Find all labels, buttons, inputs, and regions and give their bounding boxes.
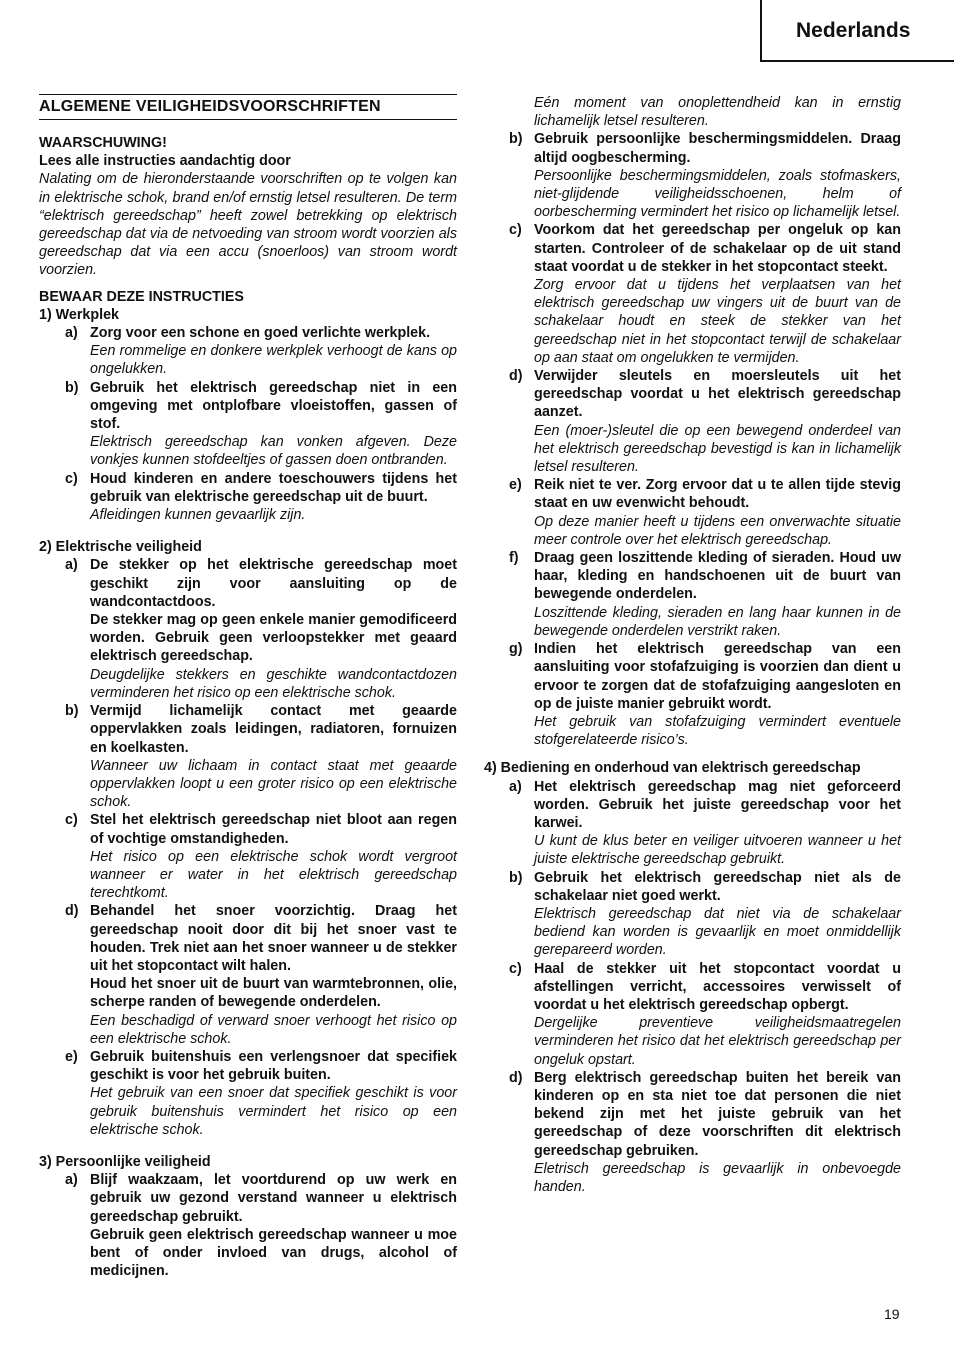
list-item: c) Haal de stekker uit het stopcontact voordat u afstellingen verricht, accessoires verwisselt of voordat u het elektrisch gereedschap opbergt. Dergelijke preventieve veiligheidsmaatregelen verminderen het risico dat het elektrisch gereedschap per ongeluk opstart. [509, 960, 901, 1068]
list-item: b) Gebruik het elektrisch gereedschap niet als de schakelaar niet goed werkt. Elektrisch gereedschap dat niet via de schakelaar bediend kan worden is gevaarlijk en moet onmiddellijk gerepareerd worden. [509, 869, 901, 959]
intro-paragraph: Nalating om de hieronderstaande voorschriften op te volgen kan in elektrische schok, brand en/of ernstig letsel resulteren. De term “elektrisch gereedschap” heeft zowel betrekking op elektrisch gereedschap dat via de netvoeding van stroom wordt voorzien als gereedschap dat via een accu (snoerloos) van stroom wordt voorzien. [39, 171, 457, 279]
language-tab [760, 0, 954, 62]
list-item: d) Verwijder sleutels en moersleutels uit het gereedschap voordat u het elektrisch gereedschap aanzet. Een (moer-)sleutel die op een bewegend onderdeel van het elektrisch gereedschap bevestigd is kan in lichamelijk letsel resulteren. [509, 368, 901, 476]
section-title: ALGEMENE VEILIGHEIDSVOORSCHRIFTEN [39, 94, 457, 120]
subsection-title: 3) Persoonlijke veiligheid [39, 1153, 211, 1170]
list-item: b) Gebruik persoonlijke beschermingsmiddelen. Draag altijd oogbescherming. Persoonlijke beschermingsmiddelen, zoals stofmaskers, niet-glijdende veiligheidsschoenen, helm of oorbescherming vermindert het risico op lichamelijk letsel. [509, 131, 901, 221]
page-number: 19 [884, 1306, 900, 1322]
list-item: b) Gebruik het elektrisch gereedschap niet in een omgeving met ontplofbare vloeistoffen, gassen of stof. Elektrisch gereedschap kan vonken afgeven. Deze vonkjes kunnen stofdeeltjes of gassen doen ontbranden. [65, 379, 457, 469]
list-item: b) Vermijd lichamelijk contact met geaarde oppervlakken zoals leidingen, radiatoren, fornuizen en koelkasten. Wanneer uw lichaam in contact staat met geaarde oppervlakken loopt u een groter risico op een elektrische schok. [65, 703, 457, 811]
list-item: g) Indien het elektrisch gereedschap van een aansluiting voor stofafzuiging is voorzien dan dient u ervoor te zorgen dat de stofafzuiging aangesloten en op de juiste manier gebruikt wordt. Het gebruik van stofafzuiging vermindert eventuele stofgerelateerde risico’s. [509, 641, 901, 749]
list-item: e) Reik niet te ver. Zorg ervoor dat u te allen tijde stevig staat en uw evenwicht behoudt. Op deze manier heeft u tijdens een onverwachte situatie meer controle over het elektrisch gereedschap. [509, 477, 901, 548]
list-item: a) Het elektrisch gereedschap mag niet geforceerd worden. Gebruik het juiste gereedschap voor het karwei. U kunt de klus beter en veiliger uitvoeren wanneer u het juiste elektrische gereedschap gebruikt. [509, 778, 901, 868]
language-label: Nederlands [796, 19, 911, 42]
list-item: e) Gebruik buitenshuis een verlengsnoer dat specifiek geschikt is voor het gebruik buiten. Het gebruik van een snoer dat specifiek geschikt is voor gebruik buitenshuis vermindert het risico op een elektrische schok. [65, 1048, 457, 1138]
list-item: d) Berg elektrisch gereedschap buiten het bereik van kinderen op en sta niet toe dat personen die niet bekend zijn met het juiste gebruik van het gereedschap of deze voorschriften dit elektrisch gereedschap gebruiken. Eletrisch gereedschap is gevaarlijk in onbevoegde handen. [509, 1069, 901, 1195]
list-item: d) Behandel het snoer voorzichtig. Draag het gereedschap nooit door dit bij het snoer vast te houden. Trek niet aan het snoer wanneer u de stekker uit het stopcontact wilt halen. Houd het snoer uit de buurt van warmtebronnen, olie, scherpe randen of bewegende onderdelen. Een beschadigd of verward snoer verhoogt het risico op een elektrische schok. [65, 903, 457, 1047]
left-column [39, 94, 457, 1280]
warning-heading: WAARSCHUWING! [39, 135, 167, 151]
subsection-title: 2) Elektrische veiligheid [39, 539, 202, 556]
read-all-heading: Lees alle instructies aandachtig door [39, 153, 291, 170]
list-item: c) Stel het elektrisch gereedschap niet bloot aan regen of vochtige omstandigheden. Het risico op een elektrische schok wordt vergroot wanneer er water in het elektrisch gereedschap terechtkomt. [65, 812, 457, 902]
list-item: a) Zorg voor een schone en goed verlichte werkplek. Een rommelige en donkere werkplek verhoogt de kans op ongelukken. [65, 325, 457, 378]
subsection-title: 1) Werkplek [39, 306, 119, 323]
list-item: Eén moment van onoplettendheid kan in ernstig lichamelijk letsel resulteren. [534, 95, 901, 130]
list-item: a) Blijf waakzaam, let voortdurend op uw werk en gebruik uw gezond verstand wanneer u elektrisch gereedschap gebruikt. Gebruik geen elektrisch gereedschap wanneer u moe bent of onder invloed van drugs, alcohol of medicijnen. [65, 1172, 457, 1280]
right-column [484, 94, 901, 1196]
keep-instructions-heading: BEWAAR DEZE INSTRUCTIES [39, 288, 244, 305]
list-item: a) De stekker op het elektrische gereedschap moet geschikt zijn voor aansluiting op de wandcontactdoos. De stekker mag op geen enkele manier gemodificeerd worden. Gebruik geen verloopstekker met geaard elektrisch gereedschap. Deugdelijke stekkers en geschikte wandcontactdozen verminderen het risico op een elektrische schok. [65, 557, 457, 701]
list-item: f) Draag geen loszittende kleding of sieraden. Houd uw haar, kleding en handschoenen uit de buurt van bewegende onderdelen. Loszittende kleding, sieraden en lang haar kunnen in de bewegende onderdelen verstrikt raken. [509, 550, 901, 639]
list-item: c) Voorkom dat het gereedschap per ongeluk op kan starten. Controleer of de schakelaar op de uit stand staat voordat u de stekker in het stopcontact steekt. Zorg ervoor dat u tijdens het verplaatsen van het elektrisch gereedschap uw vingers uit de buurt van de schakelaar houdt en steek de stekker van het gereedschap niet in het stopcontact terwijl de schakelaar op aan staat om ongelukken te vermijden. [509, 222, 901, 366]
list-item: c) Houd kinderen en andere toeschouwers tijdens het gebruik van elektrische gereedschap uit de buurt. Afleidingen kunnen gevaarlijk zijn. [65, 470, 457, 524]
subsection-title: 4) Bediening en onderhoud van elektrisch gereedschap [484, 760, 861, 777]
